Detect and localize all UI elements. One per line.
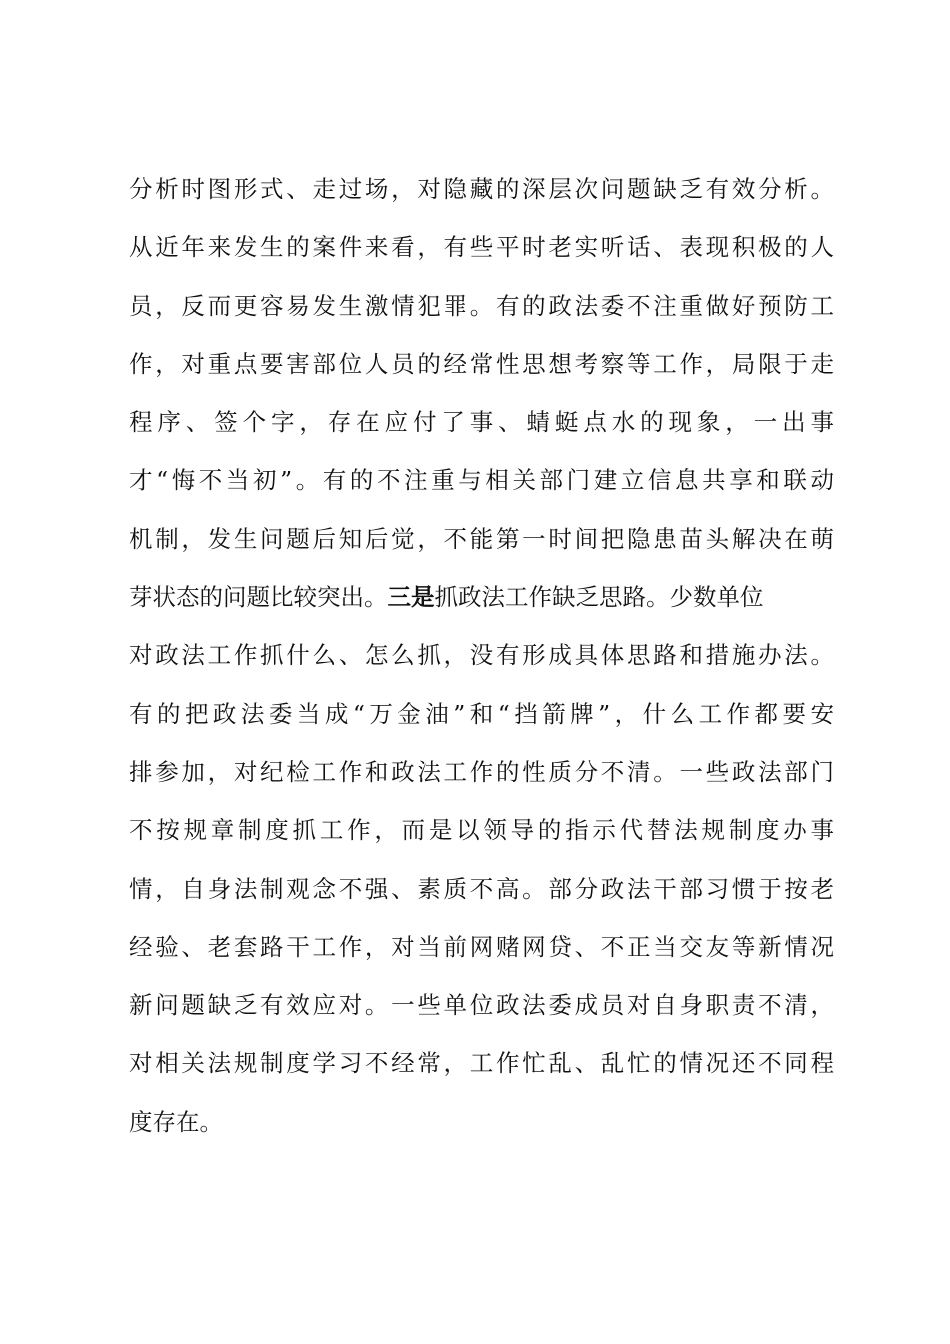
text-line-9: 对政法工作抓什么、怎么抓，没有形成具体思路和措施办法。 [129,641,834,670]
text-line-12: 不按规章制度抓工作，而是以领导的指示代替法规制度办事 [129,816,834,845]
text-line-5: 程序、签个字，存在应付了事、蜻蜓点水的现象，一出事 [129,408,834,437]
text-line-8-start: 芽状态的问题比较突出。 [129,583,388,612]
text-line-4: 作，对重点要害部位人员的经常性思想考察等工作，局限于走 [129,349,834,378]
text-line-8-end: 抓政法工作缺乏思路。少数单位 [434,583,764,612]
text-line-3: 员，反而更容易发生激情犯罪。有的政法委不注重做好预防工 [129,291,834,320]
text-line-13: 情，自身法制观念不强、素质不高。部分政法干部习惯于按老 [129,874,834,903]
text-line-8 [129,568,834,626]
text-line-17: 度存在。 [129,1107,223,1136]
text-line-16: 对相关法规制度学习不经常，工作忙乱、乱忙的情况还不同程 [129,1049,834,1078]
emphasis-label: 三是 [387,583,435,612]
text-line-1: 分析时图形式、走过场，对隐藏的深层次问题缺乏有效分析。 [129,175,834,203]
body-paragraph [129,160,834,1151]
text-line-10: 有的把政法委当成“万金油”和“挡箭牌”，什么工作都要安 [129,699,834,728]
text-line-15: 新问题缺乏有效应对。一些单位政法委成员对自身职责不清， [129,991,834,1020]
text-line-14: 经验、老套路干工作，对当前网赌网贷、不正当交友等新情况 [129,932,834,961]
text-line-7: 机制，发生问题后知后觉，不能第一时间把隐患苗头解决在萌 [129,524,834,553]
text-line-2: 从近年来发生的案件来看，有些平时老实听话、表现积极的人 [129,233,834,262]
text-line-11: 排参加，对纪检工作和政法工作的性质分不清。一些政法部门 [129,757,834,786]
text-line-6: 才“悔不当初”。有的不注重与相关部门建立信息共享和联动 [129,466,834,495]
